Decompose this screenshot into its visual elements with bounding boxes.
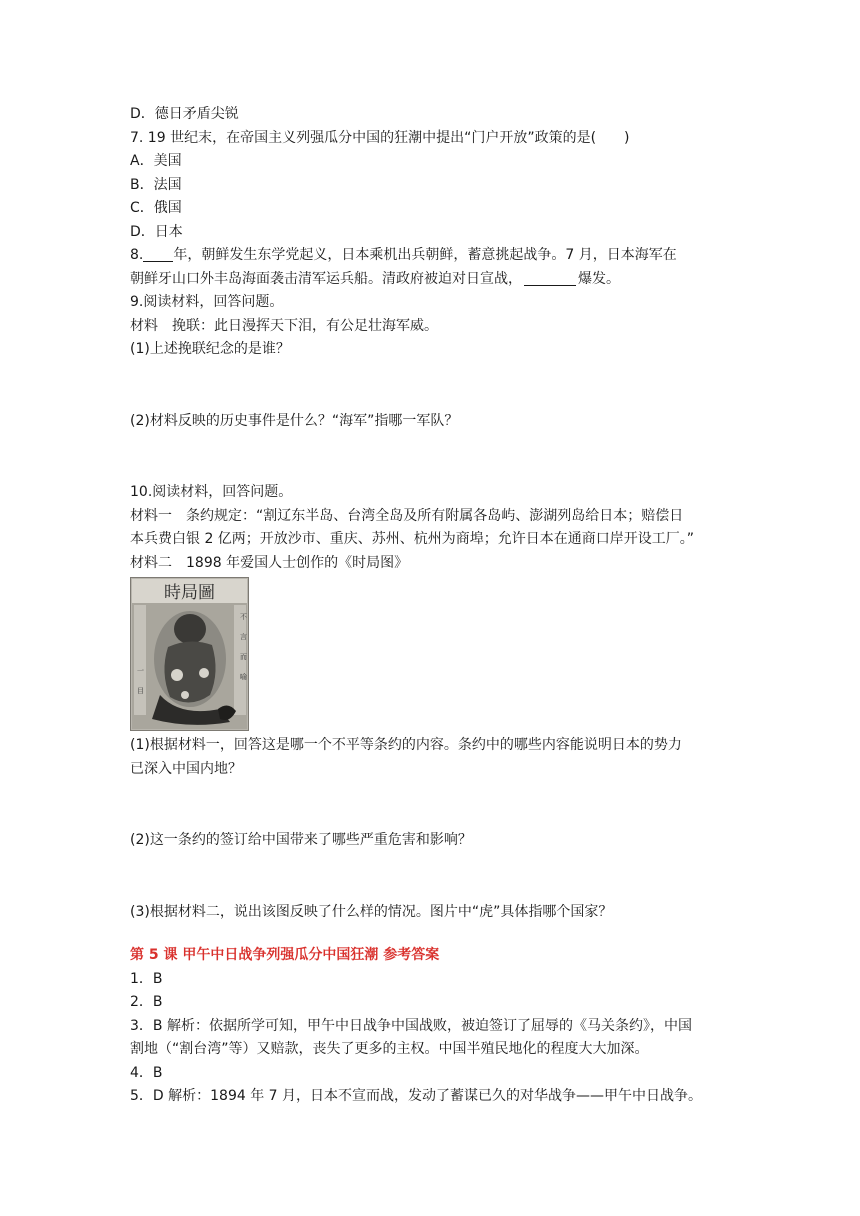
q8-line1: [130, 244, 740, 268]
q9-sub1: (1)上述挽联纪念的是谁？: [130, 341, 290, 357]
answer-1: 1．B: [130, 970, 163, 987]
figure-title: 時局圖: [164, 583, 215, 603]
answer-5: 5．D 解析：1894 年 7 月，日本不宣而战，发动了蓄谋已久的对华战争——甲午中日战争。: [130, 1088, 703, 1104]
q7-stem: 7. 19 世纪末，在帝国主义列强瓜分中国的狂潮中提出“门户开放”政策的是( ): [130, 129, 630, 146]
q10-material1-line2: 本兵费白银 2 亿两；开放沙市、重庆、苏州、杭州为商埠；允许日本在通商口岸开设工厂。”: [130, 531, 695, 547]
answer-2: 2．B: [130, 994, 163, 1010]
q10-stem: 10.阅读材料，回答问题。: [130, 484, 293, 500]
answer-space: [130, 781, 740, 829]
svg-text:目: 目: [137, 687, 144, 695]
svg-text:一: 一: [137, 667, 144, 675]
q9-sub2: (2)材料反映的历史事件是什么？“海军”指哪一军队？: [130, 412, 459, 429]
q7-option-d: D．日本: [130, 223, 183, 240]
q10-sub1-line2: 已深入中国内地？: [130, 760, 242, 777]
q10-sub3: (3)根据材料二，说出该图反映了什么样的情况。图片中“虎”具体指哪个国家？: [130, 903, 613, 920]
svg-text:不: 不: [240, 613, 247, 621]
shiju-tu-image: [130, 577, 249, 731]
q7-option-a: A．美国: [130, 153, 182, 169]
document-page: [130, 103, 740, 1109]
q8-text1: 年，朝鲜发生东学党起义，日本乘机出兵朝鲜，蓄意挑起战争。7 月，日本海军在: [173, 247, 677, 263]
q7-option-b: B．法国: [130, 176, 182, 193]
q10-material1-line1: 材料一 条约规定：“割辽东半岛、台湾全岛及所有附属各岛屿、澎湖列岛给日本；赔偿日: [130, 507, 684, 524]
q8-text3: 爆发。: [578, 270, 620, 287]
answer-space: [130, 433, 740, 481]
answer-3-line2: 割地（“割台湾”等）又赔款，丧失了更多的主权。中国半殖民地化的程度大大加深。: [130, 1041, 649, 1057]
q9-stem: 9.阅读材料，回答问题。: [130, 294, 284, 310]
q8-line2: [130, 268, 740, 292]
q8-text2: 朝鲜牙山口外丰岛海面袭击清军运兵船。清政府被迫对日宣战，: [130, 270, 522, 287]
svg-text:而: 而: [240, 653, 247, 661]
q10-sub2: (2)这一条约的签订给中国带来了哪些严重危害和影响？: [130, 832, 472, 848]
q7-option-c: C．俄国: [130, 200, 182, 216]
q8-war-blank: [524, 269, 576, 286]
q8-year-blank: [143, 245, 173, 262]
q6-option-d: D．德日矛盾尖锐: [130, 106, 239, 122]
q10-sub1-line1: (1)根据材料一，回答这是哪一个不平等条约的内容。条约中的哪些内容能说明日本的势力: [130, 737, 682, 753]
q8-number: 8.: [130, 247, 144, 263]
svg-text:喻: 喻: [240, 673, 247, 681]
q10-material2: 材料二 1898 年爱国人士创作的《时局图》: [130, 554, 409, 571]
svg-text:言: 言: [240, 633, 247, 641]
answers-heading: 第 5 课 甲午中日战争列强瓜分中国狂潮 参考答案: [130, 947, 440, 963]
answer-space: [130, 362, 740, 410]
answer-3-line1: 3．B 解析：依据所学可知，甲午中日战争中国战败，被迫签订了屈辱的《马关条约》，中国: [130, 1017, 692, 1034]
q9-material: 材料 挽联：此日漫挥天下泪，有公足壮海军威。: [130, 317, 438, 334]
answer-4: 4．B: [130, 1064, 163, 1081]
answer-space: [130, 853, 740, 901]
